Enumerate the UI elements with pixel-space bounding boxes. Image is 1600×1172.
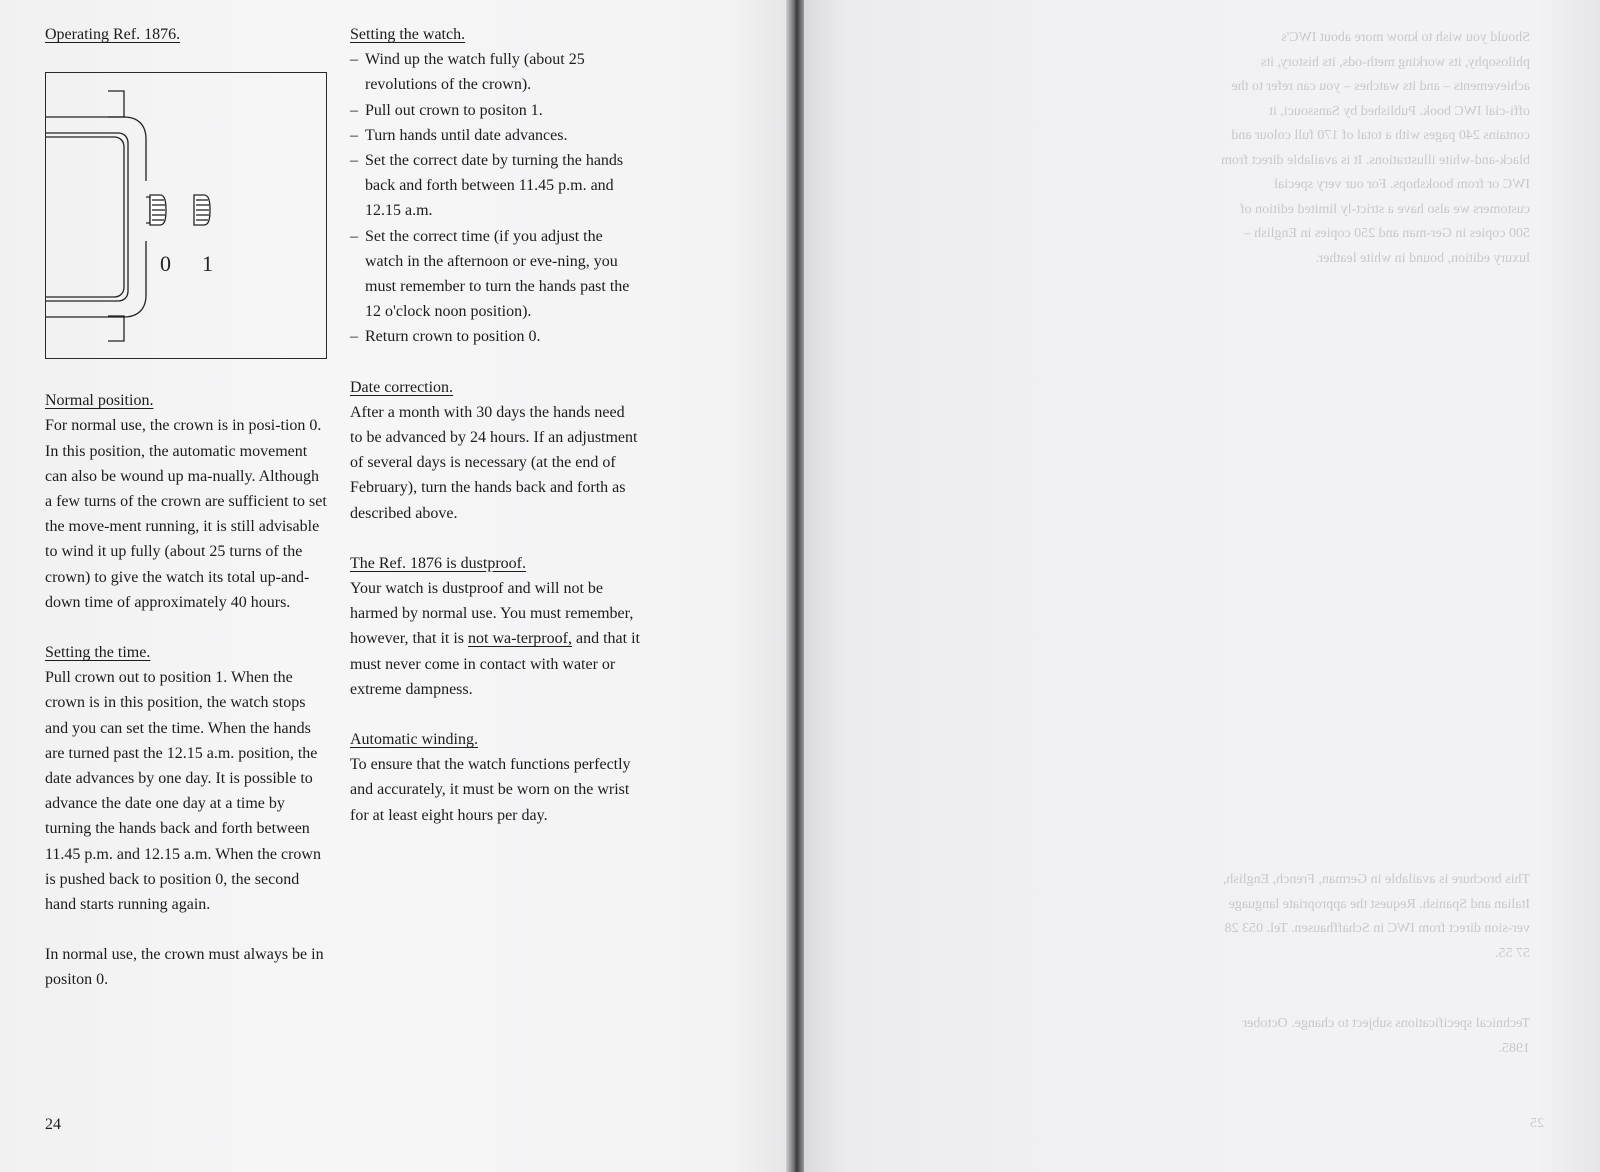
bleed-through-text-top (1220, 26, 1530, 271)
page-number-right: 25 (1530, 1116, 1544, 1131)
bleed-through-paragraph: Technical specifications subject to change. October 1985. (1242, 1016, 1530, 1056)
setting-time-heading: Setting the time. (45, 644, 151, 662)
setting-time-text: Pull crown out to position 1. When the crown is in this position, the watch stops and you can set the time. When the hands are turned past the 12.15 a.m. position, the date advances by one day. It is possible to advance the date one day at a time by turning the hands back and forth between 11.45 p.m. and 12.15 a.m. When the crown is pushed back to position 0, the second hand starts running again. (45, 669, 321, 914)
page-number-left: 24 (45, 1116, 61, 1133)
dustproof-text-end: and that it must never come in contact with water or extreme dampness. (350, 630, 640, 698)
list-item: – Turn hands until date advances. (350, 123, 640, 148)
date-correction-text: After a month with 30 days the hands need to be advanced by 24 hours. If an adjustment of several days is necessary (at the end of February), turn the hands back and forth as described above. (350, 403, 638, 522)
position-label-1: 1 (202, 251, 213, 276)
book-spine (786, 0, 804, 1172)
automatic-winding-text: To ensure that the watch functions perfectly and accurately, it must be worn on the wrist for at least eight hours per day. (350, 756, 631, 824)
list-item: – Return crown to position 0. (350, 324, 640, 349)
normal-position-heading: Normal position. (45, 392, 154, 410)
bleed-through-text-bottom (1220, 1012, 1530, 1061)
date-correction-heading: Date correction. (350, 378, 454, 396)
not-waterproof-emphasis: not wa-terproof, (468, 630, 572, 648)
list-item: – Pull out crown to positon 1. (350, 98, 640, 123)
middle-column (350, 22, 640, 828)
automatic-winding-heading: Automatic winding. (350, 731, 478, 749)
dustproof-text (350, 576, 640, 702)
setting-watch-steps (350, 47, 640, 349)
operating-heading: Operating Ref. 1876. (45, 26, 181, 43)
list-item: – Set the correct time (if you adjust the watch in the afternoon or eve-ning, you must remember to turn the hands past the 12 o'clock noon position). (350, 224, 640, 325)
normal-position-text: For normal use, the crown is in posi-tion 0. In this position, the automatic movement can also be wound up ma-nually. Although a few turns of the crown are sufficient to set the move-ment running, it is still advisable to wind it up fully (about 25 turns of the crown) to give the watch its total up-and-down time of approximately 40 hours. (45, 417, 327, 611)
crown-position-note: In normal use, the crown must always be in positon 0. (45, 946, 324, 989)
bleed-through-text-middle (1220, 868, 1530, 966)
list-item: – Wind up the watch fully (about 25 revolutions of the crown). (350, 47, 640, 97)
setting-watch-heading: Setting the watch. (350, 26, 466, 43)
left-column (45, 22, 330, 993)
list-item: – Set the correct date by turning the hands back and forth between 11.45 p.m. and 12.15 a.m. (350, 148, 640, 224)
dustproof-text-start: Your watch is dustproof and will not be harmed by normal use. You must remember, however, that it is (350, 580, 634, 648)
position-label-0: 0 (160, 251, 171, 276)
dustproof-heading: The Ref. 1876 is dustproof. (350, 554, 526, 572)
bleed-through-paragraph: This brochure is available in German, French, English, Italian and Spanish. Request the appropriate language ver-sion direct from IWC in Schaffhausen. Tel. 053 28 57 55. (1222, 872, 1530, 961)
bleed-through-paragraph: Should you wish to know more about IWC's philosophy, its working meth-ods, its history, its achievements – and its watches – you can refer to the offi-cial IWC book. Published by Sanssouci, it contains 240 pages with a total of 170 full colour and black-and-white illustrations. It is available direct from IWC or from bookshops. For our very special customers we also have a strict-ly limited edition of 500 copies in Ger-man and 250 copies in English – luxury edition, bound in white leather. (1220, 30, 1530, 266)
